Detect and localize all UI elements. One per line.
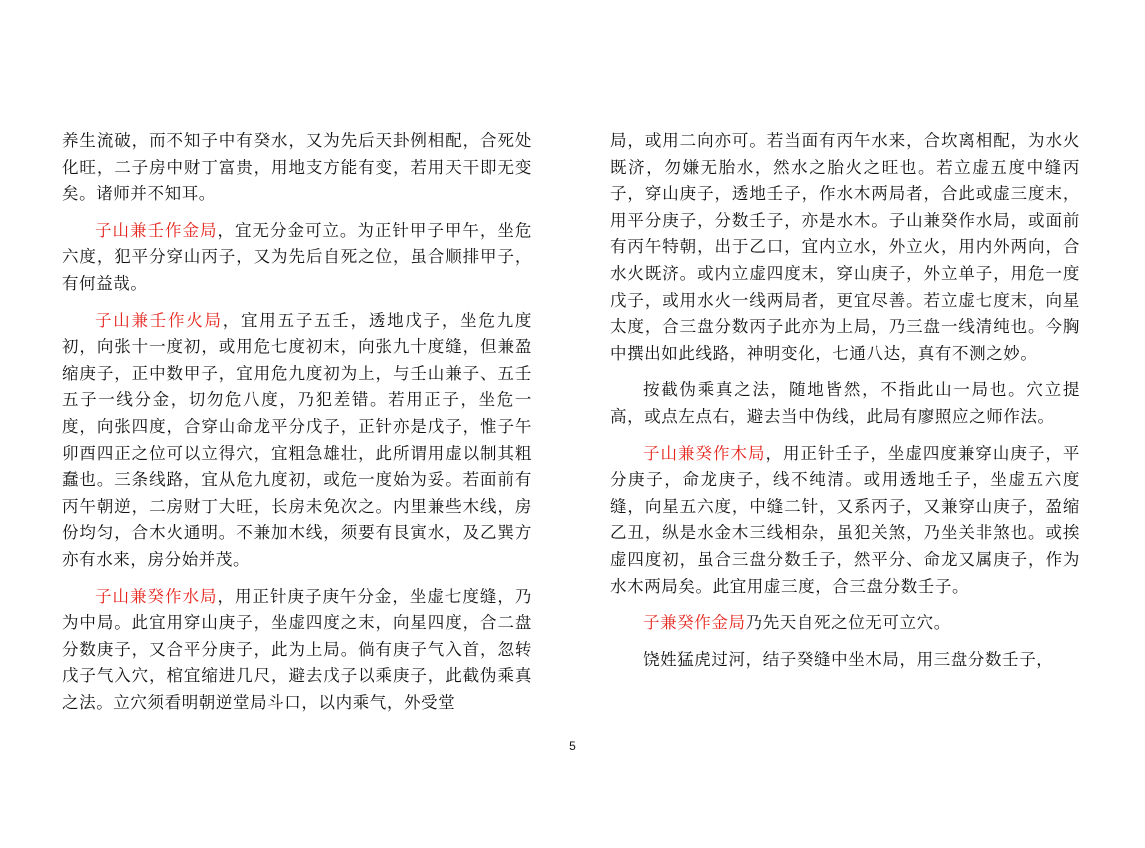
paragraph-5: 局，或用二向亦可。若当面有丙午水来，合坎离相配，为水火既济，勿嫌无胎水，然水之胎火之旺也。若立虚五度中缝丙子，穿山庚子，透地壬子，作水木两局者，合此或虚三度末，用平分庚子，分数壬子，亦是水木。子山兼癸作水局，或面前有丙午特朝，出于乙口，宜内立水，外立火，用内外两向，合水火既济。或内立虚四度末，穿山庚子，外立单子，用危一度戊子，或用水火一线两局者，更宜尽善。若立虚七度末，向星太度，合三盘分数丙子此亦为上局，乃三盘一线清纯也。今胸中撰出如此线路，神明变化，七通八达，真有不测之妙。 [610,131,1080,363]
paragraph-text: ，宜用五子五壬，透地戊子，坐危九度初，向张十一度初，或用危七度初末，向张九十度缝，但兼盈缩庚子，正中数甲子，宜用危九度初为上，与壬山兼子、五壬五子一线分金，切勿危八度，乃犯差错。若用正子，坐危一度，向张四度，合穿山命龙平分戊子，正针亦是戊子，惟子午卯酉四正之位可以立得穴，宜粗急雄壮，此所谓用虚以制其粗蠢也。三条线路，宜从危九度初，或危一度始为妥。若面前有丙午朝逆，二房财丁大旺，长房未免次之。内里兼些木线，房份均匀，合木火通明。不兼加木线，须要有艮寅水，及乙巽方亦有水来，房分始并茂。 [62,310,532,569]
paragraph-text: ，用正针壬子，坐虚四度兼穿山庚子，平分庚子，命龙庚子，线不纯清。或用透地壬子，坐虚五六度缝，向星五六度，中缝二针，又系丙子，又兼穿山庚子，盈缩乙丑，纵是水金木三线相杂，虽犯关煞，乃坐关非煞也。或挨虚四度初，虽合三盘分数壬子，然平分、命龙又属庚子，作为水木两局矣。此宜用虚三度，合三盘分数壬子。 [610,443,1080,596]
paragraph-6: 按截伪乘真之法，随地皆然，不指此山一局也。穴立提高，或点左点右，避去当中伪线，此局有廖照应之师作法。 [610,380,1080,426]
paragraph-1: 养生流破，而不知子中有癸水，又为先后天卦例相配，合死处化旺，二子房中财丁富贵，用地支方能有变，若用天干即无变矣。诸师并不知耳。 [62,131,532,204]
section-heading: 子兼癸作金局 [643,613,746,633]
paragraph-7 [610,441,1080,601]
paragraph-2 [62,218,532,298]
left-column [62,128,532,726]
section-heading: 子山兼癸作水局 [95,586,218,606]
paragraph-9: 饶姓猛虎过河，结子癸缝中坐木局，用三盘分数壬子， [643,649,1054,669]
right-column [610,128,1080,683]
paragraph-text: ，宜无分金可立。为正针甲子甲午，坐危六度，犯平分穿山丙子，又为先后自死之位，虽合顺排甲子，有何益哉。 [62,220,532,293]
paragraph-3 [62,308,532,574]
paragraph-4 [62,584,532,717]
paragraph-text: 乃先天自死之位无可立穴。 [745,613,951,633]
section-heading: 子山兼壬作火局 [95,310,223,330]
paragraph-8 [610,610,1080,637]
paragraph-text: ，用正针庚子庚午分金，坐虚七度缝，乃为中局。此宜用穿山庚子，坐虚四度之末，向星四度，合二盘分数庚子，又合平分庚子，此为上局。倘有庚子气入首，忽转戊子气入穴，棺宜缩进几尺，避去戊子以乘庚子，此截伪乘真之法。立穴须看明朝逆堂局斗口，以内乘气，外受堂 [62,586,532,712]
page-number: 5 [569,739,576,753]
section-heading: 子山兼癸作木局 [643,443,766,463]
section-heading: 子山兼壬作金局 [95,220,218,240]
